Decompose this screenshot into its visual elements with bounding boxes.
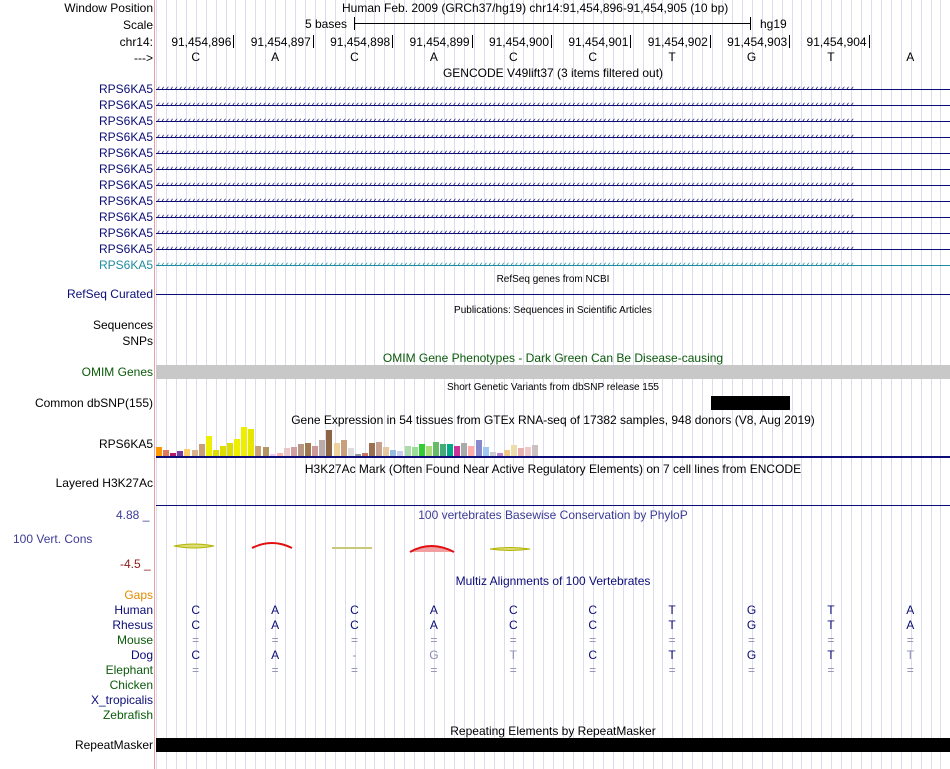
- gtex-tissue-bar[interactable]: [461, 443, 467, 456]
- gtex-tissue-bar[interactable]: [518, 448, 524, 456]
- gtex-tissue-bar[interactable]: [234, 439, 240, 456]
- gtex-tissue-bar[interactable]: [369, 443, 375, 456]
- ruler-base: C: [508, 50, 518, 64]
- multiz-base: -: [352, 648, 357, 662]
- ruler-position-label: 91,454,897: [250, 35, 311, 49]
- multiz-base: T: [668, 618, 676, 632]
- ruler-position-label: 91,454,902: [647, 35, 708, 49]
- phylop-track-title[interactable]: 100 vertebrates Basewise Conservation by PhyloP: [418, 508, 688, 522]
- gencode-strand-arrows: ‹‹‹‹‹‹‹‹‹‹‹‹‹‹‹‹‹‹‹‹‹‹‹‹‹‹‹‹‹‹‹‹‹‹‹‹‹‹‹‹‹‹‹‹‹‹‹‹‹‹‹‹‹‹‹‹‹‹‹‹‹‹‹‹‹‹‹‹‹‹‹‹‹‹‹‹‹‹‹‹‹‹‹‹‹‹‹‹‹‹‹‹‹‹‹‹‹‹‹‹‹‹‹‹‹‹‹‹‹‹‹‹‹‹‹‹‹‹‹‹‹‹‹‹‹‹‹‹‹‹‹‹‹‹‹‹‹‹‹‹‹‹‹‹‹‹‹‹‹‹‹‹‹‹‹‹‹‹: [156, 261, 855, 270]
- gencode-item-label[interactable]: RPS6KA5: [98, 258, 153, 272]
- gencode-strand-arrows: ‹‹‹‹‹‹‹‹‹‹‹‹‹‹‹‹‹‹‹‹‹‹‹‹‹‹‹‹‹‹‹‹‹‹‹‹‹‹‹‹‹‹‹‹‹‹‹‹‹‹‹‹‹‹‹‹‹‹‹‹‹‹‹‹‹‹‹‹‹‹‹‹‹‹‹‹‹‹‹‹‹‹‹‹‹‹‹‹‹‹‹‹‹‹‹‹‹‹‹‹‹‹‹‹‹‹‹‹‹‹‹‹‹‹‹‹‹‹‹‹‹‹‹‹‹‹‹‹‹‹‹‹‹‹‹‹‹‹‹‹‹‹‹‹‹‹‹‹‹‹‹‹‹‹‹‹‹‹: [156, 213, 855, 222]
- ruler-base: A: [906, 50, 915, 64]
- gtex-tissue-bar[interactable]: [476, 440, 482, 456]
- phylop-peak-1: [174, 544, 214, 548]
- multiz-base: C: [350, 618, 359, 632]
- h3k27ac-track-label[interactable]: Layered H3K27Ac: [55, 476, 153, 490]
- ruler-base: T: [668, 50, 676, 64]
- gtex-track-title[interactable]: Gene Expression in 54 tissues from GTEx RNA-seq of 17382 samples, 948 donors (V8, Aug 2019): [291, 413, 815, 427]
- gtex-tissue-bar[interactable]: [199, 444, 205, 456]
- multiz-base: =: [668, 633, 676, 647]
- multiz-species-label[interactable]: Human: [114, 603, 153, 617]
- ruler-base: A: [429, 50, 438, 64]
- multiz-base: T: [668, 648, 676, 662]
- multiz-base: A: [906, 603, 915, 617]
- gtex-tissue-bar[interactable]: [312, 446, 318, 456]
- multiz-species-label[interactable]: X_tropicalis: [90, 693, 153, 707]
- h3k27ac-track-title[interactable]: H3K27Ac Mark (Often Found Near Active Regulatory Elements) on 7 cell lines from ENCODE: [304, 462, 802, 476]
- phylop-peak-4: [410, 546, 454, 552]
- multiz-species-label[interactable]: Rhesus: [112, 618, 153, 632]
- gencode-item-label[interactable]: RPS6KA5: [98, 162, 153, 176]
- gencode-item-label[interactable]: RPS6KA5: [98, 82, 153, 96]
- gtex-tissue-bar[interactable]: [532, 445, 538, 456]
- gtex-tissue-bar[interactable]: [433, 442, 439, 456]
- multiz-gaps-label[interactable]: Gaps: [124, 588, 153, 602]
- multiz-base: =: [747, 663, 755, 677]
- gtex-tissue-bar[interactable]: [440, 444, 446, 456]
- multiz-base: =: [589, 633, 597, 647]
- ruler-base: G: [746, 50, 757, 64]
- multiz-base: =: [350, 663, 358, 677]
- phylop-peak-5: [490, 548, 530, 551]
- gtex-tissue-bar[interactable]: [419, 444, 425, 456]
- multiz-base: T: [827, 603, 835, 617]
- gtex-tissue-bar[interactable]: [298, 444, 304, 456]
- ruler-position-label: 91,454,900: [488, 35, 549, 49]
- multiz-base: =: [192, 633, 200, 647]
- gtex-tissue-bar[interactable]: [454, 446, 460, 456]
- gencode-strand-arrows: ‹‹‹‹‹‹‹‹‹‹‹‹‹‹‹‹‹‹‹‹‹‹‹‹‹‹‹‹‹‹‹‹‹‹‹‹‹‹‹‹‹‹‹‹‹‹‹‹‹‹‹‹‹‹‹‹‹‹‹‹‹‹‹‹‹‹‹‹‹‹‹‹‹‹‹‹‹‹‹‹‹‹‹‹‹‹‹‹‹‹‹‹‹‹‹‹‹‹‹‹‹‹‹‹‹‹‹‹‹‹‹‹‹‹‹‹‹‹‹‹‹‹‹‹‹‹‹‹‹‹‹‹‹‹‹‹‹‹‹‹‹‹‹‹‹‹‹‹‹‹‹‹‹‹‹‹‹‹: [156, 101, 855, 110]
- multiz-base: C: [350, 603, 359, 617]
- multiz-base: C: [191, 648, 201, 662]
- scale-bar-left-tick: [354, 17, 355, 30]
- gtex-tissue-bar[interactable]: [334, 443, 340, 456]
- multiz-base: C: [508, 603, 518, 617]
- scale-text: 5 bases: [305, 17, 348, 31]
- omim-track-label[interactable]: OMIM Genes: [81, 365, 153, 379]
- multiz-base: =: [271, 633, 279, 647]
- gtex-tissue-bar[interactable]: [184, 449, 190, 456]
- multiz-base: T: [827, 618, 835, 632]
- gencode-item-label[interactable]: RPS6KA5: [98, 210, 153, 224]
- gtex-tissue-bar[interactable]: [405, 446, 411, 456]
- gtex-tissue-bar[interactable]: [376, 442, 382, 457]
- multiz-base: =: [906, 663, 914, 677]
- publications-sequences-label[interactable]: Sequences: [92, 318, 153, 332]
- gencode-track-title[interactable]: GENCODE V49lift37 (3 items filtered out): [442, 66, 664, 80]
- multiz-base: =: [350, 633, 358, 647]
- publications-track-title[interactable]: Publications: Sequences in Scientific Articles: [454, 305, 652, 316]
- multiz-base: =: [509, 663, 517, 677]
- strand-label: --->: [134, 51, 153, 65]
- ruler-base: T: [827, 50, 835, 64]
- ruler-base: C: [191, 50, 201, 64]
- gencode-item-label[interactable]: RPS6KA5: [98, 194, 153, 208]
- scale-bar: [354, 23, 751, 24]
- multiz-base: T: [668, 603, 676, 617]
- multiz-base: C: [191, 603, 201, 617]
- chrom-label: chr14:: [119, 35, 153, 49]
- multiz-base: =: [192, 663, 200, 677]
- label-divider: [154, 0, 155, 769]
- gtex-tissue-bar[interactable]: [447, 444, 453, 456]
- gtex-tissue-bar[interactable]: [241, 427, 247, 456]
- phylop-max-label: 4.88 _: [116, 508, 150, 522]
- refseq-track-label[interactable]: RefSeq Curated: [66, 287, 153, 301]
- multiz-base: G: [429, 648, 439, 662]
- multiz-base: =: [906, 633, 914, 647]
- ruler-position-label: 91,454,898: [330, 35, 391, 49]
- gencode-item-label[interactable]: RPS6KA5: [98, 178, 153, 192]
- gencode-item-label[interactable]: RPS6KA5: [98, 114, 153, 128]
- ruler-position-label: 91,454,904: [806, 35, 867, 49]
- multiz-base: =: [430, 633, 438, 647]
- ruler-position-label: 91,454,901: [568, 35, 629, 49]
- multiz-base: C: [191, 618, 201, 632]
- multiz-species-label[interactable]: Dog: [130, 648, 153, 662]
- multiz-species-label[interactable]: Chicken: [109, 678, 153, 692]
- multiz-base: C: [588, 603, 598, 617]
- multiz-base: A: [271, 603, 280, 617]
- assembly-label: hg19: [760, 17, 787, 31]
- gtex-tissue-bar[interactable]: [412, 447, 418, 456]
- gtex-tissue-bar[interactable]: [227, 443, 233, 456]
- repeatmasker-track-title[interactable]: Repeating Elements by RepeatMasker: [450, 724, 656, 738]
- phylop-track-label[interactable]: 100 Vert. Cons: [13, 532, 93, 546]
- multiz-base: T: [906, 648, 914, 662]
- phylop-min-label: -4.5 _: [120, 557, 151, 571]
- refseq-track-title[interactable]: RefSeq genes from NCBI: [496, 274, 610, 285]
- omim-track-title[interactable]: OMIM Gene Phenotypes - Dark Green Can Be Disease-causing: [382, 351, 724, 365]
- position-text: Human Feb. 2009 (GRCh37/hg19) chr14:91,454,896-91,454,905 (10 bp): [342, 1, 729, 15]
- gtex-tissue-bar[interactable]: [220, 446, 226, 456]
- multiz-base: =: [271, 663, 279, 677]
- gtex-tissue-bar[interactable]: [383, 447, 389, 456]
- multiz-base: A: [271, 648, 280, 662]
- multiz-base: T: [509, 648, 517, 662]
- phylop-signal[interactable]: [156, 536, 950, 558]
- dbsnp-track-title[interactable]: Short Genetic Variants from dbSNP release 155: [447, 382, 659, 393]
- gtex-tissue-bar[interactable]: [319, 440, 325, 456]
- multiz-base: =: [668, 663, 676, 677]
- gencode-item-label[interactable]: RPS6KA5: [98, 226, 153, 240]
- gencode-item-label[interactable]: RPS6KA5: [98, 98, 153, 112]
- gencode-strand-arrows: ‹‹‹‹‹‹‹‹‹‹‹‹‹‹‹‹‹‹‹‹‹‹‹‹‹‹‹‹‹‹‹‹‹‹‹‹‹‹‹‹‹‹‹‹‹‹‹‹‹‹‹‹‹‹‹‹‹‹‹‹‹‹‹‹‹‹‹‹‹‹‹‹‹‹‹‹‹‹‹‹‹‹‹‹‹‹‹‹‹‹‹‹‹‹‹‹‹‹‹‹‹‹‹‹‹‹‹‹‹‹‹‹‹‹‹‹‹‹‹‹‹‹‹‹‹‹‹‹‹‹‹‹‹‹‹‹‹‹‹‹‹‹‹‹‹‹‹‹‹‹‹‹‹‹‹‹‹‹: [156, 117, 855, 126]
- refseq-gene-line[interactable]: [156, 294, 950, 295]
- dbsnp-variant-block[interactable]: [711, 396, 790, 410]
- gtex-tissue-bar[interactable]: [348, 448, 354, 456]
- multiz-base: A: [906, 618, 915, 632]
- multiz-base: C: [588, 648, 598, 662]
- gtex-tissue-bar[interactable]: [284, 448, 290, 456]
- gencode-strand-arrows: ‹‹‹‹‹‹‹‹‹‹‹‹‹‹‹‹‹‹‹‹‹‹‹‹‹‹‹‹‹‹‹‹‹‹‹‹‹‹‹‹‹‹‹‹‹‹‹‹‹‹‹‹‹‹‹‹‹‹‹‹‹‹‹‹‹‹‹‹‹‹‹‹‹‹‹‹‹‹‹‹‹‹‹‹‹‹‹‹‹‹‹‹‹‹‹‹‹‹‹‹‹‹‹‹‹‹‹‹‹‹‹‹‹‹‹‹‹‹‹‹‹‹‹‹‹‹‹‹‹‹‹‹‹‹‹‹‹‹‹‹‹‹‹‹‹‹‹‹‹‹‹‹‹‹‹‹‹‹: [156, 229, 855, 238]
- gencode-strand-arrows: ‹‹‹‹‹‹‹‹‹‹‹‹‹‹‹‹‹‹‹‹‹‹‹‹‹‹‹‹‹‹‹‹‹‹‹‹‹‹‹‹‹‹‹‹‹‹‹‹‹‹‹‹‹‹‹‹‹‹‹‹‹‹‹‹‹‹‹‹‹‹‹‹‹‹‹‹‹‹‹‹‹‹‹‹‹‹‹‹‹‹‹‹‹‹‹‹‹‹‹‹‹‹‹‹‹‹‹‹‹‹‹‹‹‹‹‹‹‹‹‹‹‹‹‹‹‹‹‹‹‹‹‹‹‹‹‹‹‹‹‹‹‹‹‹‹‹‹‹‹‹‹‹‹‹‹‹‹‹: [156, 245, 855, 254]
- gtex-tissue-bar[interactable]: [305, 443, 311, 456]
- gtex-tissue-bar[interactable]: [255, 446, 261, 456]
- ruler-tick: [869, 35, 870, 48]
- gtex-tissue-bar[interactable]: [248, 429, 254, 456]
- omim-feature-block[interactable]: [156, 365, 950, 379]
- ruler-position-label: 91,454,903: [727, 35, 788, 49]
- phylop-peak-2: [252, 543, 292, 548]
- multiz-base: C: [588, 618, 598, 632]
- gtex-tissue-bar[interactable]: [263, 447, 269, 456]
- gtex-gene-line[interactable]: [156, 456, 950, 458]
- multiz-base: =: [827, 633, 835, 647]
- multiz-base: =: [430, 663, 438, 677]
- gencode-strand-arrows: ‹‹‹‹‹‹‹‹‹‹‹‹‹‹‹‹‹‹‹‹‹‹‹‹‹‹‹‹‹‹‹‹‹‹‹‹‹‹‹‹‹‹‹‹‹‹‹‹‹‹‹‹‹‹‹‹‹‹‹‹‹‹‹‹‹‹‹‹‹‹‹‹‹‹‹‹‹‹‹‹‹‹‹‹‹‹‹‹‹‹‹‹‹‹‹‹‹‹‹‹‹‹‹‹‹‹‹‹‹‹‹‹‹‹‹‹‹‹‹‹‹‹‹‹‹‹‹‹‹‹‹‹‹‹‹‹‹‹‹‹‹‹‹‹‹‹‹‹‹‹‹‹‹‹‹‹‹‹: [156, 133, 855, 142]
- gtex-tissue-bar[interactable]: [468, 446, 474, 456]
- multiz-base: G: [746, 648, 757, 662]
- repeatmasker-track-label[interactable]: RepeatMasker: [74, 738, 153, 752]
- gencode-strand-arrows: ‹‹‹‹‹‹‹‹‹‹‹‹‹‹‹‹‹‹‹‹‹‹‹‹‹‹‹‹‹‹‹‹‹‹‹‹‹‹‹‹‹‹‹‹‹‹‹‹‹‹‹‹‹‹‹‹‹‹‹‹‹‹‹‹‹‹‹‹‹‹‹‹‹‹‹‹‹‹‹‹‹‹‹‹‹‹‹‹‹‹‹‹‹‹‹‹‹‹‹‹‹‹‹‹‹‹‹‹‹‹‹‹‹‹‹‹‹‹‹‹‹‹‹‹‹‹‹‹‹‹‹‹‹‹‹‹‹‹‹‹‹‹‹‹‹‹‹‹‹‹‹‹‹‹‹‹‹‹: [156, 197, 855, 206]
- ruler-position-label: 91,454,896: [171, 35, 232, 49]
- gtex-bar-chart[interactable]: [156, 426, 556, 456]
- gencode-strand-arrows: ‹‹‹‹‹‹‹‹‹‹‹‹‹‹‹‹‹‹‹‹‹‹‹‹‹‹‹‹‹‹‹‹‹‹‹‹‹‹‹‹‹‹‹‹‹‹‹‹‹‹‹‹‹‹‹‹‹‹‹‹‹‹‹‹‹‹‹‹‹‹‹‹‹‹‹‹‹‹‹‹‹‹‹‹‹‹‹‹‹‹‹‹‹‹‹‹‹‹‹‹‹‹‹‹‹‹‹‹‹‹‹‹‹‹‹‹‹‹‹‹‹‹‹‹‹‹‹‹‹‹‹‹‹‹‹‹‹‹‹‹‹‹‹‹‹‹‹‹‹‹‹‹‹‹‹‹‹‹: [156, 165, 855, 174]
- gencode-strand-arrows: ‹‹‹‹‹‹‹‹‹‹‹‹‹‹‹‹‹‹‹‹‹‹‹‹‹‹‹‹‹‹‹‹‹‹‹‹‹‹‹‹‹‹‹‹‹‹‹‹‹‹‹‹‹‹‹‹‹‹‹‹‹‹‹‹‹‹‹‹‹‹‹‹‹‹‹‹‹‹‹‹‹‹‹‹‹‹‹‹‹‹‹‹‹‹‹‹‹‹‹‹‹‹‹‹‹‹‹‹‹‹‹‹‹‹‹‹‹‹‹‹‹‹‹‹‹‹‹‹‹‹‹‹‹‹‹‹‹‹‹‹‹‹‹‹‹‹‹‹‹‹‹‹‹‹‹‹‹‹: [156, 85, 855, 94]
- gtex-track-label[interactable]: RPS6KA5: [98, 437, 153, 451]
- multiz-species-label[interactable]: Zebrafish: [102, 708, 153, 722]
- multiz-base: A: [429, 603, 438, 617]
- ruler-position-label: 91,454,899: [409, 35, 470, 49]
- window-position-label: Window Position: [64, 1, 153, 15]
- ruler-base: C: [350, 50, 359, 64]
- gtex-tissue-bar[interactable]: [291, 447, 297, 456]
- ruler-base: C: [588, 50, 598, 64]
- scale-bar-right-tick: [750, 17, 751, 30]
- multiz-base: A: [271, 618, 280, 632]
- gencode-item-label[interactable]: RPS6KA5: [98, 242, 153, 256]
- repeatmasker-block[interactable]: [156, 738, 950, 752]
- dbsnp-track-label[interactable]: Common dbSNP(155): [34, 396, 153, 410]
- gtex-tissue-bar[interactable]: [156, 447, 162, 456]
- multiz-base: A: [429, 618, 438, 632]
- gtex-tissue-bar[interactable]: [326, 430, 332, 456]
- multiz-species-label[interactable]: Mouse: [116, 633, 153, 647]
- publications-snps-label[interactable]: SNPs: [122, 334, 153, 348]
- multiz-species-label[interactable]: Elephant: [105, 663, 153, 677]
- multiz-track-title[interactable]: Multiz Alignments of 100 Vertebrates: [455, 574, 651, 588]
- gencode-item-label[interactable]: RPS6KA5: [98, 130, 153, 144]
- gtex-tissue-bar[interactable]: [426, 446, 432, 456]
- gtex-tissue-bar[interactable]: [511, 445, 517, 456]
- gtex-tissue-bar[interactable]: [206, 436, 212, 456]
- multiz-base: =: [509, 633, 517, 647]
- ruler-base: A: [271, 50, 280, 64]
- gtex-tissue-bar[interactable]: [341, 440, 347, 456]
- gencode-item-label[interactable]: RPS6KA5: [98, 146, 153, 160]
- gencode-strand-arrows: ‹‹‹‹‹‹‹‹‹‹‹‹‹‹‹‹‹‹‹‹‹‹‹‹‹‹‹‹‹‹‹‹‹‹‹‹‹‹‹‹‹‹‹‹‹‹‹‹‹‹‹‹‹‹‹‹‹‹‹‹‹‹‹‹‹‹‹‹‹‹‹‹‹‹‹‹‹‹‹‹‹‹‹‹‹‹‹‹‹‹‹‹‹‹‹‹‹‹‹‹‹‹‹‹‹‹‹‹‹‹‹‹‹‹‹‹‹‹‹‹‹‹‹‹‹‹‹‹‹‹‹‹‹‹‹‹‹‹‹‹‹‹‹‹‹‹‹‹‹‹‹‹‹‹‹‹‹‹: [156, 149, 855, 158]
- gtex-tissue-bar[interactable]: [483, 447, 489, 456]
- h3k27ac-baseline: [156, 505, 950, 506]
- multiz-base: =: [827, 663, 835, 677]
- multiz-base: =: [589, 663, 597, 677]
- scale-label: Scale: [122, 18, 153, 32]
- multiz-base: =: [747, 633, 755, 647]
- multiz-base: G: [746, 603, 757, 617]
- multiz-base: T: [827, 648, 835, 662]
- multiz-base: G: [746, 618, 757, 632]
- gencode-strand-arrows: ‹‹‹‹‹‹‹‹‹‹‹‹‹‹‹‹‹‹‹‹‹‹‹‹‹‹‹‹‹‹‹‹‹‹‹‹‹‹‹‹‹‹‹‹‹‹‹‹‹‹‹‹‹‹‹‹‹‹‹‹‹‹‹‹‹‹‹‹‹‹‹‹‹‹‹‹‹‹‹‹‹‹‹‹‹‹‹‹‹‹‹‹‹‹‹‹‹‹‹‹‹‹‹‹‹‹‹‹‹‹‹‹‹‹‹‹‹‹‹‹‹‹‹‹‹‹‹‹‹‹‹‹‹‹‹‹‹‹‹‹‹‹‹‹‹‹‹‹‹‹‹‹‹‹‹‹‹‹: [156, 181, 855, 190]
- multiz-base: C: [508, 618, 518, 632]
- gtex-tissue-bar[interactable]: [525, 447, 531, 456]
